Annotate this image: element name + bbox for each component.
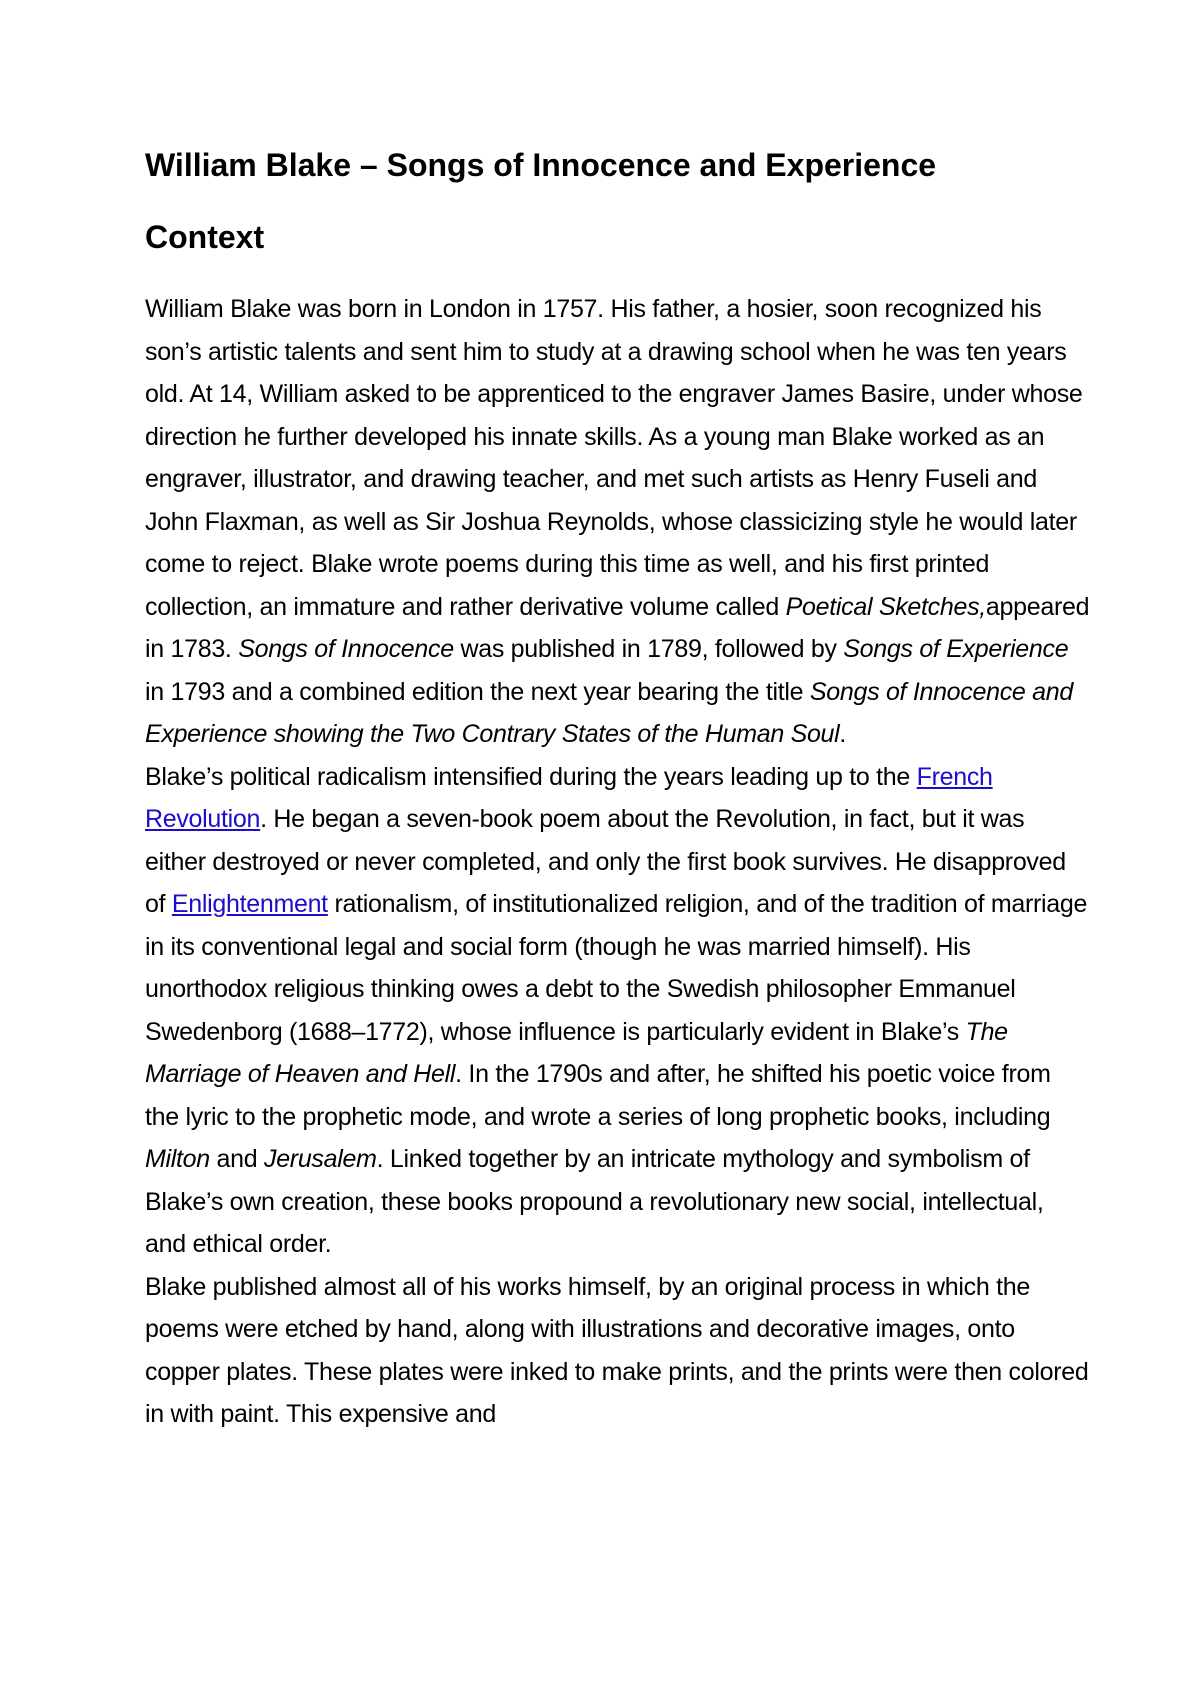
paragraph-biography [145, 288, 1090, 756]
link-french-revolution[interactable]: French Revolution [145, 762, 993, 833]
text-run: appeared in 1783. [145, 592, 1090, 663]
text-run: . In the 1790s and after, he shifted his poetic voice from the lyric to the prophetic mode, and wrote a series of long prophetic books, including [145, 1060, 1051, 1131]
text-run: and [209, 1145, 264, 1173]
text-run: . [839, 720, 847, 748]
document-body [145, 140, 1090, 1436]
paragraph-publishing [145, 1266, 1090, 1436]
text-run: Blake published almost all of his works himself, by an original process in which the poems were etched by hand, along with illustrations and decorative images, onto copper plates. These plates were inked to make prints, and the prints were then colored in with paint. This expensive and [145, 1272, 1089, 1428]
link-enlightenment[interactable]: Enlightenment [171, 890, 328, 918]
section-heading-context: Context [145, 219, 265, 255]
paragraph-politics [145, 756, 1090, 1266]
italic-title-songs-of-experience: Songs of Experience [843, 635, 1069, 663]
italic-title-poetical-sketches: Poetical Sketches, [785, 592, 986, 621]
italic-title-songs-of-innocence: Songs of Innocence [238, 635, 454, 663]
text-run: . Linked together by an intricate mythology and symbolism of Blake’s own creation, these books propound a revolutionary new social, intellectual, and ethical order. [145, 1145, 1044, 1258]
text-run: in 1793 and a combined edition the next year bearing the title [145, 677, 810, 706]
document-title: William Blake – Songs of Innocence and Experience [145, 147, 937, 183]
text-run: . He began a seven-book poem about the Revolution, in fact, but it was either destroyed or never completed, and only the first book survives. He disapproved of [145, 805, 1066, 918]
text-run: Blake’s political radicalism intensified during the years leading up to the [145, 762, 917, 791]
italic-title-jerusalem: Jerusalem [264, 1145, 377, 1173]
text-run: William Blake was born in London in 1757. His father, a hosier, soon recognized his son’s artistic talents and sent him to study at a drawing school when he was ten years old. At 14, William asked to be apprenticed to the engraver James Basire, under whose direction he further developed his innate skills. As a young man Blake worked as an engraver, illustrator, and drawing teacher, and met such artists as Henry Fuseli and John Flaxman, as well as Sir Joshua Reynolds, whose classicizing style he would later come to reject. Blake wrote poems during this time as well, and his first printed collection, an immature and rather derivative volume called [145, 295, 1083, 621]
text-run: rationalism, of institutionalized religion, and of the tradition of marriage in its conventional legal and social form (though he was married himself). His unorthodox religious thinking owes a debt to the Swedish philosopher Emmanuel Swedenborg (1688–1772), whose influence is particularly evident in Blake’s [145, 890, 1088, 1046]
italic-title-combined-edition: Songs of Innocence and Experience showing the Two Contrary States of the Human Soul [145, 677, 1073, 748]
text-run: was published in 1789, followed by [453, 635, 844, 663]
italic-title-milton: Milton [145, 1145, 210, 1173]
italic-title-marriage-of-heaven-and-hell: The Marriage of Heaven and Hell [145, 1017, 1008, 1088]
